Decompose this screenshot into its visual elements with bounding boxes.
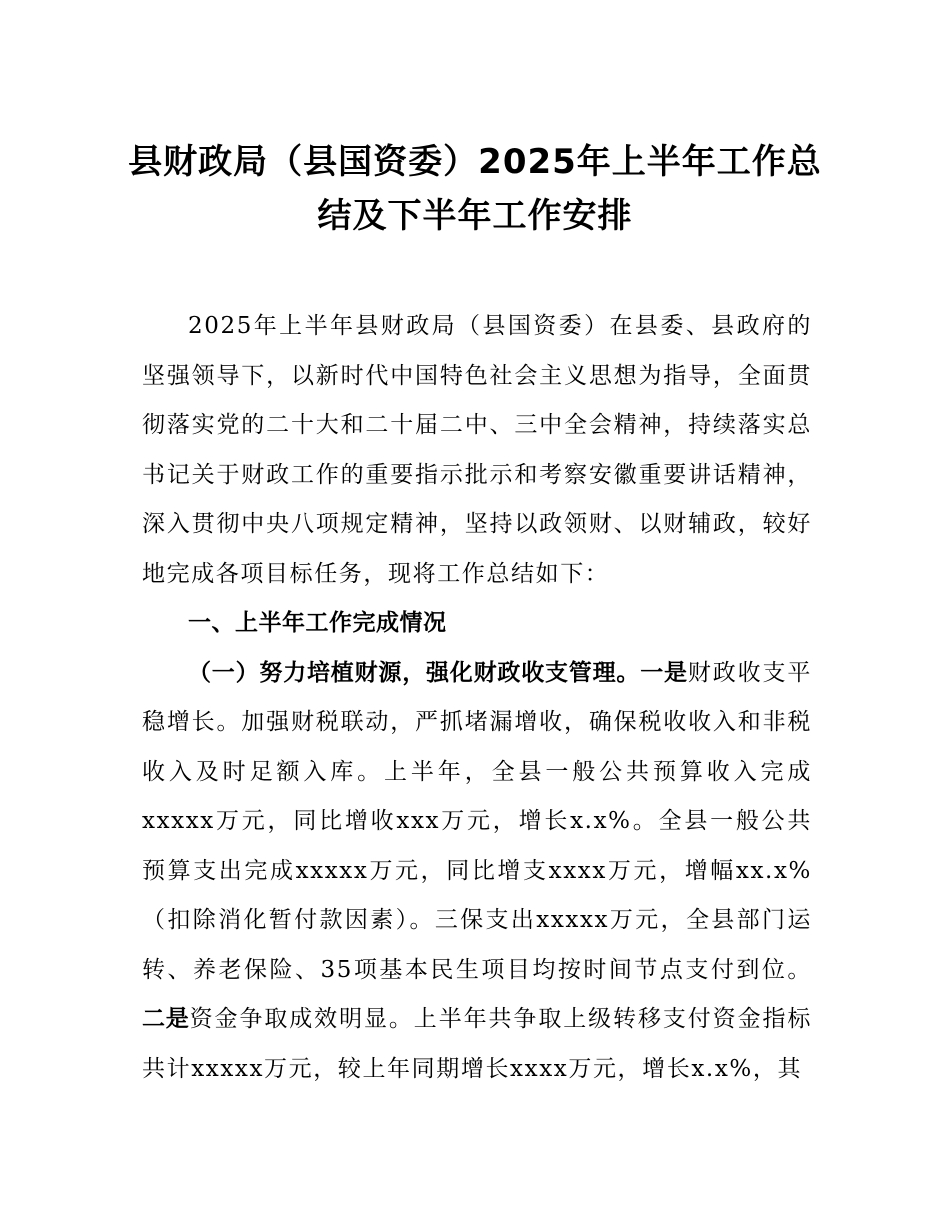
point-2-label: 二是 <box>142 1006 190 1032</box>
point-1-label: 一是 <box>640 659 688 686</box>
subsection-paragraph <box>142 649 812 1095</box>
intro-paragraph: 2025年上半年县财政局（县国资委）在县委、县政府的坚强领导下，以新时代中国特色社会主义思想为指导，全面贯彻落实党的二十大和二十届二中、三中全会精神，持续落实总书记关于财政工作的重要指示批示和考察安徽重要讲话精神，深入贯彻中央八项规定精神，坚持以政领财、以财辅政，较好地完成各项目标任务，现将工作总结如下： <box>142 313 812 587</box>
point-2-text: 资金争取成效明显。上半年共争取上级转移支付资金指标共计xxxxx万元，较上年同期增长xxxx万元，增长x.x%，其 <box>142 1006 813 1082</box>
section-heading: 一、上半年工作完成情况 <box>188 610 447 636</box>
point-1-text: 财政收支平稳增长。加强财税联动，严抓堵漏增收，确保税收收入和非税收入及时足额入库。上半年，全县一般公共预算收入完成xxxxx万元，同比增收xxx万元，增长x.x%。全县一般公共预算支出完成xxxxx万元，同比增支xxxx万元，增幅xx.x%（扣除消化暂付款因素）。三保支出xxxxx万元，全县部门运转、养老保险、35项基本民生项目均按时间节点支付到位。 <box>142 659 813 983</box>
title-line-1: 县财政局（县国资委）2025年上半年工作总 <box>128 141 822 182</box>
title-line-2: 结及下半年工作安排 <box>317 195 633 236</box>
subsection-heading: （一）努力培植财源，强化财政收支管理。 <box>188 659 641 686</box>
document-title <box>100 135 850 243</box>
document-body <box>142 302 812 1094</box>
